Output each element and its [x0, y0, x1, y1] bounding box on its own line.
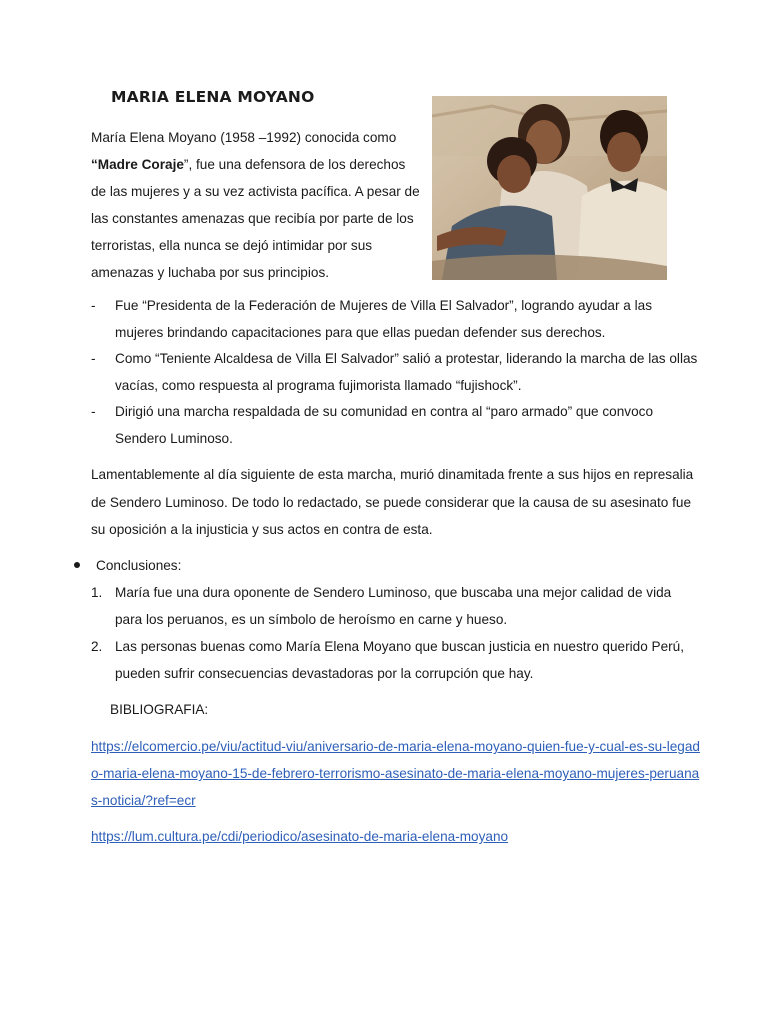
bibliography-link-elcomercio[interactable]: https://elcomercio.pe/viu/actitud-viu/aniversario-de-maria-elena-moyano-quien-fue-y-cual-es-su-legado-maria-elena-moyano-15-de-febrero-terrorismo-asesinato-de-maria-elena-moyano-mujeres-peruanas-noticia/?ref=ecr — [91, 739, 700, 808]
list-item — [91, 399, 701, 452]
conclusions-list — [91, 579, 691, 687]
bullet-dot-icon — [74, 562, 80, 568]
list-item-text: María fue una dura oponente de Sendero Luminoso, que buscaba una mejor calidad de vida para los peruanos, es un símbolo de heroísmo en carne y hueso. — [115, 585, 672, 627]
bibliography-link-lum[interactable]: https://lum.cultura.pe/cdi/periodico/asesinato-de-maria-elena-moyano — [91, 829, 509, 844]
nickname-bold: “Madre Coraje — [91, 157, 184, 172]
intro-text-rest: ”, fue una defensora de los derechos de las mujeres y a su vez activista pacífica. A pesar de las constantes amenazas que recibía por parte de los terroristas, ella nunca se dejó intimidar por sus amenazas y luchaba por sus principios. — [91, 157, 420, 280]
list-item-text: Dirigió una marcha respaldada de su comunidad en contra al “paro armado” que convoco Sendero Luminoso. — [115, 404, 654, 446]
list-item — [91, 579, 691, 633]
list-item-text: Como “Teniente Alcaldesa de Villa El Salvador” salió a protestar, liderando la marcha de las ollas vacías, como respuesta al programa fujimorista llamado “fujishock”. — [115, 351, 698, 393]
dash-marker: - — [91, 298, 96, 313]
list-item — [91, 346, 701, 399]
list-item — [91, 633, 691, 687]
intro-text-start: María Elena Moyano (1958 –1992) conocida como — [91, 130, 397, 145]
list-number: 1. — [91, 585, 103, 600]
family-photo — [432, 96, 667, 280]
achievements-list — [91, 293, 701, 452]
conclusions-section — [74, 553, 704, 687]
list-item — [91, 293, 701, 346]
bibliography-links — [91, 733, 701, 850]
page-title: MARIA ELENA MOYANO — [111, 88, 315, 106]
list-item-text: Fue “Presidenta de la Federación de Mujeres de Villa El Salvador”, logrando ayudar a las mujeres brindando capacitaciones para que ellas puedan defender sus derechos. — [115, 298, 653, 340]
list-number: 2. — [91, 639, 103, 654]
paragraph-text: Lamentablemente al día siguiente de esta marcha, murió dinamitada frente a sus hijos en represalia de Sendero Luminoso. De todo lo redactado, se puede considerar que la causa de su asesinato fue su oposición a la injusticia y sus actos en contra de esta. — [91, 467, 694, 537]
list-item-text: Las personas buenas como María Elena Moyano que buscan justicia en nuestro querido Perú, pueden sufrir consecuencias devastadoras por la corrupción que hay. — [115, 639, 685, 681]
dash-marker: - — [91, 404, 96, 419]
bibliography-heading: BIBLIOGRAFIA: — [110, 702, 209, 717]
intro-paragraph — [91, 124, 421, 286]
death-paragraph — [91, 461, 701, 544]
conclusions-heading-text: Conclusiones: — [96, 558, 182, 573]
conclusions-heading — [74, 553, 704, 579]
dash-marker: - — [91, 351, 96, 366]
